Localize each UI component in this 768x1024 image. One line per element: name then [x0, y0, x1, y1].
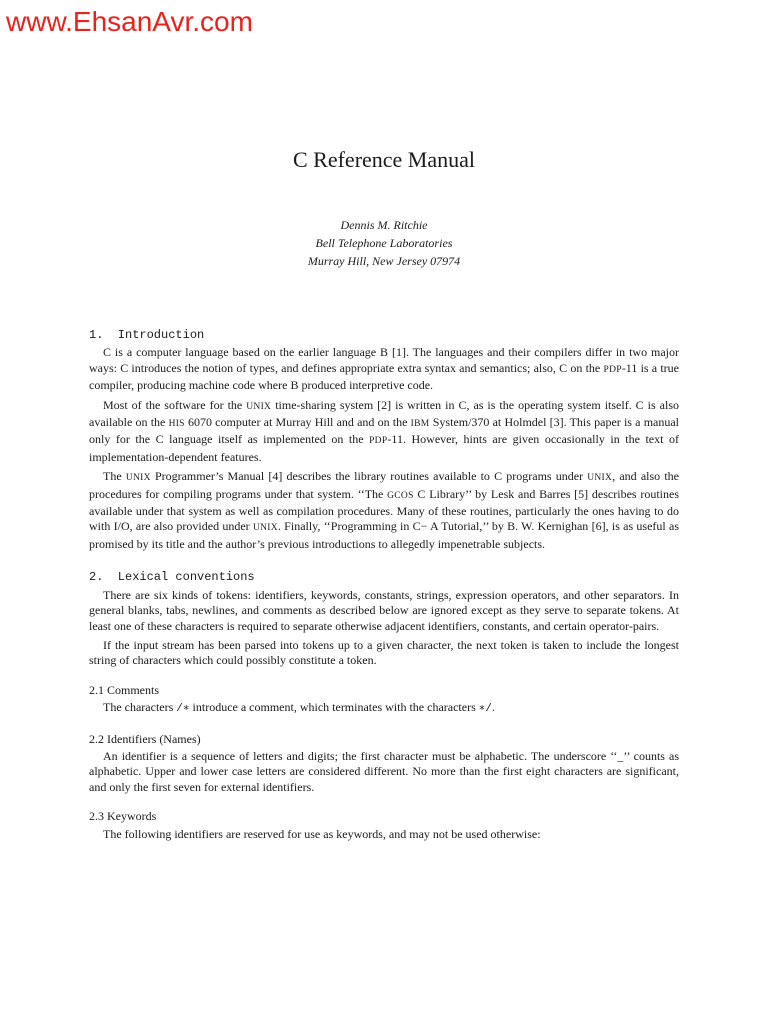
author-block: [0, 216, 768, 270]
subsection-heading-keywords: 2.3 Keywords: [89, 809, 157, 824]
author-address: Murray Hill, New Jersey 07974: [307, 254, 461, 268]
subsection-heading-comments: 2.1 Comments: [89, 682, 160, 697]
paragraph: C is a computer language based on the earlier language B [1]. The languages and their compilers differ in two major ways: C introduces the notion of types, and defines appropriate extra syntax and semantics; also, C on the PDP-11 is a true compiler, producing machine code where B produced interpretive code.: [89, 345, 680, 393]
author-name: Dennis M. Ritchie: [340, 218, 428, 232]
author-org: Bell Telephone Laboratories: [315, 236, 453, 250]
paragraph: The UNIX Programmer’s Manual [4] describes the library routines available to C programs under UNIX, and also the procedures for compiling programs under that system. ‘‘The GCOS C Library’’ by Lesk and Barres [5] describes routines available under that system as well as compilation procedures. Many of these routines, particularly the ones having to do with I/O, are also provided under UNIX. Finally, ‘‘Programming in C− A Tutorial,’’ by B. W. Kernighan [6], is as useful as promised by its title and the author’s previous introductions to allegedly impenetrable subjects.: [89, 469, 680, 551]
document-body: [89, 328, 679, 846]
subsection-heading-identifiers: 2.2 Identifiers (Names): [89, 731, 201, 746]
paragraph: If the input stream has been parsed into tokens up to a given character, the next token is taken to include the longest string of characters which could possibly constitute a token.: [89, 637, 679, 668]
paragraph: An identifier is a sequence of letters and digits; the first character must be alphabetic. The underscore ‘‘_’’ counts as alphabetic. Upper and lower case letters are considered different. No more than the first eight characters are significant, and only the first seven for external identifiers.: [89, 748, 679, 794]
page-title: C Reference Manual: [292, 147, 476, 172]
paragraph: Most of the software for the UNIX time-sharing system [2] is written in C, as is the operating system itself. C is also available on the HIS 6070 computer at Murray Hill and and on the IBM System/370 at Holmdel [3]. This paper is a manual only for the C language itself as implemented on the PDP-11. However, hints are given occasionally in the text of implementation-dependent features.: [89, 397, 680, 464]
watermark: www.EhsanAvr.com: [6, 6, 253, 37]
paragraph: The following identifiers are reserved for use as keywords, and may not be used otherwise:: [103, 826, 541, 841]
section-heading-lexical-conventions: 2. Lexical conventions: [89, 570, 255, 585]
paragraph: There are six kinds of tokens: identifiers, keywords, constants, strings, expression operators, and other separators. In general blanks, tabs, newlines, and comments as described below are ignored except as they serve to separate tokens. At least one of these characters is required to separate otherwise adjacent identifiers, constants, and certain operator-pairs.: [89, 587, 679, 633]
section-heading-introduction: 1. Introduction: [89, 328, 205, 342]
paragraph: The characters /∗ introduce a comment, which terminates with the characters ∗/.: [103, 700, 495, 716]
